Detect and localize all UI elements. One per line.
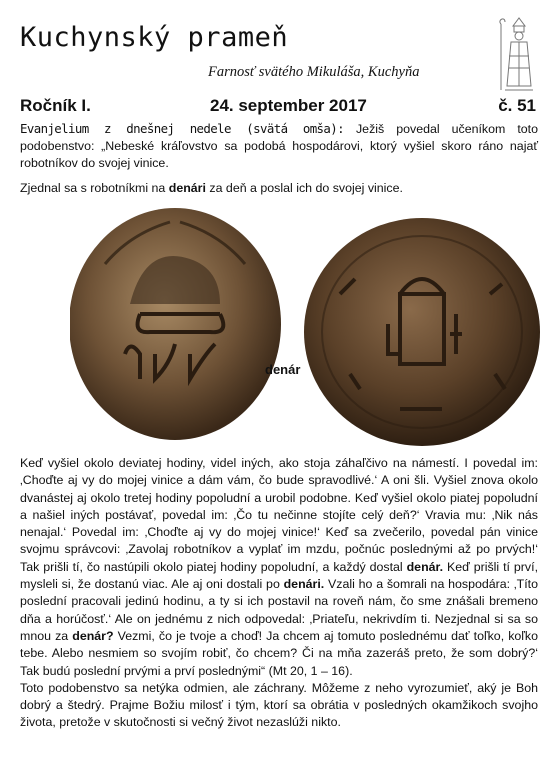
line2-bold-denari: denári	[168, 181, 206, 195]
issue-info-bar	[20, 96, 538, 118]
gospel-intro-line2	[20, 180, 538, 197]
gospel-intro	[20, 120, 538, 172]
story-text-g: Vezmi, čo je tvoje a choď! Ja chcem aj tomuto poslednému dať toľko, koľko tebe. Alebo nesmiem so svojím robiť, čo chcem? Či na mňa zazeráš preto, že som dobrý?‘ Tak budú poslední prvými a prví poslednými“ (Mt 20, 1 – 16).	[20, 628, 538, 678]
story-text-a: Keď vyšiel okolo deviatej hodiny, videl iných, ako stoja záhaľčivo na námestí. I povedal im: ‚Choďte aj vy do mojej vinice a dám vám, čo bude spravodlivé.‘ A oni šli. Vyšiel znova okolo dvanástej aj okolo tretej hodiny popoludní a urobil podobne. Keď vyšiel okolo piatej popoludní a našiel iných postávať, povedal im: ‚Čo tu nečinne stojíte celý deň?‘ Vravia mu: ‚Nik nás nenajal.‘ Povedal im: ‚Choďte aj vy do mojej vinice!‘ Keď sa zvečerilo, povedal pán vinice svojmu správcovi: ‚Zavolaj robotníkov a vyplať im mzdu, počnúc poslednými až po prvých!‘ Tak prišli tí, čo nastúpili okolo piatej hodiny popoludní, a každý dostal	[20, 456, 538, 574]
issue-date: 24. september 2017	[210, 96, 367, 115]
gospel-label: Evanjelium z dnešnej nedele (svätá omša):	[20, 121, 344, 136]
volume-label: Ročník I.	[20, 96, 91, 115]
parish-subtitle: Farnosť svätého Mikuláša, Kuchyňa	[208, 64, 420, 80]
newsletter-title: Kuchynský prameň	[20, 22, 289, 53]
masthead	[20, 22, 490, 92]
gospel-intro-text: Ježiš povedal učeníkom toto podobenstvo: „Nebeské kráľovstvo sa podobá hospodárovi, ktorý vyšiel skoro ráno najať robotníkov do svojej vinice.	[20, 122, 538, 170]
denarius-coins-image	[70, 204, 540, 452]
story-text-e: Vzali ho a šomrali na hospodára: ‚Títo poslední pracovali jedinú hodinu, a ty si ich postavil na roveň nám, čo sme znášali bremeno dňa a horúčosť.‘ Ale on jednému z nich odpovedal: ‚Priateľu, nekrivdím ti. Nezjednal si sa so mnou za	[20, 577, 538, 643]
story-paragraph-2: Toto podobenstvo sa netýka odmien, ale záchrany. Môžeme z neho vyrozumieť, aký je Boh dobrý a štedrý. Prajme Božiu milosť i tým, ktorí sa obrátia v posledných okamžikoch svojho života, pretože v skutočnosti si večný život nezaslúži nikto.	[20, 680, 538, 730]
story-bold-denari: denári.	[283, 577, 325, 592]
coin-reverse	[304, 218, 540, 446]
line2-text-b: za deň a poslal ich do svojej vinice.	[205, 181, 403, 195]
story-bold-denar: denár.	[406, 559, 444, 574]
coin-caption: denár	[265, 362, 301, 377]
line2-text-a: Zjednal sa s robotníkmi na	[20, 181, 169, 195]
story-text-c: Keď prišli tí prví, mysleli si, že dostanú viac. Ale aj oni dostali po	[20, 559, 539, 592]
story-bold-denar-question: denár?	[72, 628, 114, 643]
saint-nicholas-icon	[495, 16, 543, 96]
story-paragraph-1	[20, 455, 538, 680]
coin-obverse	[70, 208, 281, 440]
issue-number: č. 51	[498, 96, 536, 115]
gospel-story	[20, 455, 538, 732]
